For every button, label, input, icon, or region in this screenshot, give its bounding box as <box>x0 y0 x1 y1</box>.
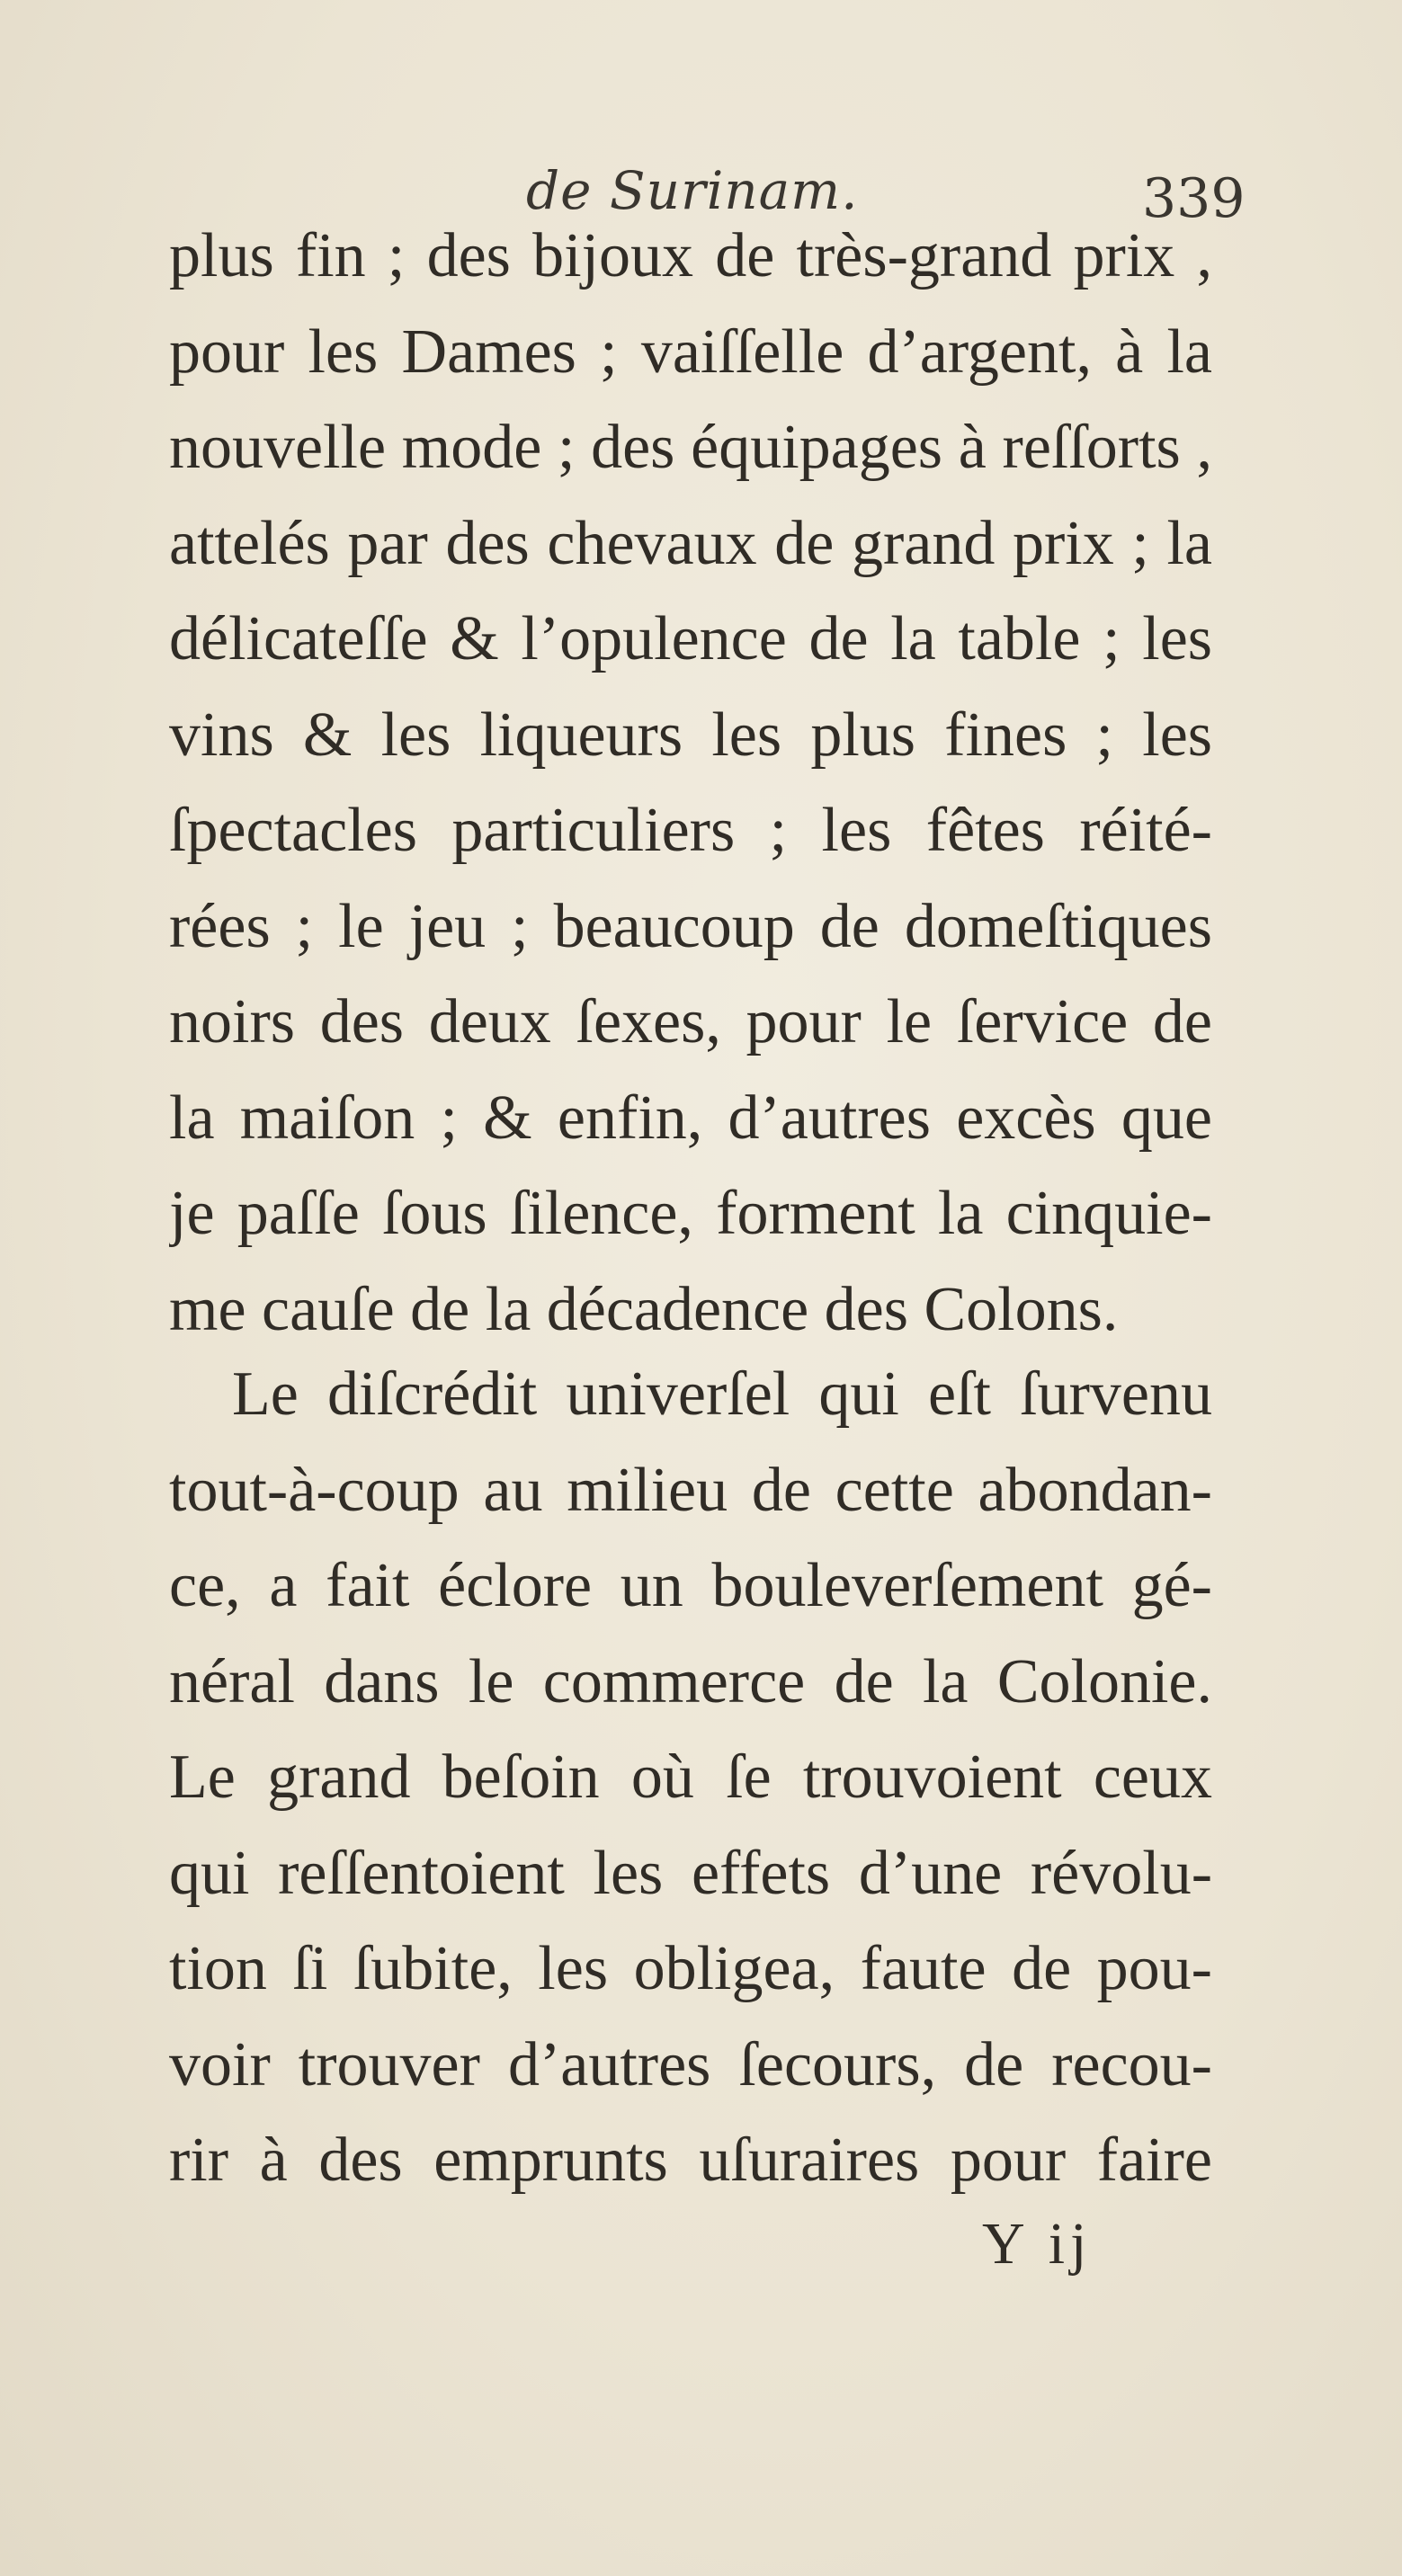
text-line: attelés par des chevaux de grand prix ; la <box>169 508 1212 578</box>
text-line: délicateſſe & l’opulence de la table ; les <box>169 604 1212 673</box>
text-line: vins & les liqueurs les plus fines ; les <box>169 700 1212 770</box>
running-head: de Surinam. <box>526 160 859 221</box>
text-line: ſpectacles particuliers ; les fêtes réité- <box>169 796 1212 865</box>
text-line: voir trouver d’autres ſecours, de recou- <box>169 2029 1212 2099</box>
text-line: nouvelle mode ; des équipages à reſſorts , <box>169 413 1212 482</box>
signature-mark: Y ij <box>982 2211 1093 2277</box>
text-line: tout-à-coup au milieu de cette abondan- <box>169 1455 1212 1525</box>
text-line: qui reſſentoient les effets d’une révolu- <box>169 1838 1212 1908</box>
text-line: tion ſi ſubite, les obligea, faute de pou- <box>169 1934 1212 2003</box>
text-line: rir à des emprunts uſuraires pour faire <box>169 2126 1212 2195</box>
paragraph-2 <box>169 1347 1212 2209</box>
page-number: 339 <box>1142 167 1246 230</box>
text-line: je paſſe ſous ſilence, forment la cinquie- <box>169 1179 1212 1248</box>
text-line: plus fin ; des bijoux de très-grand prix , <box>169 221 1212 290</box>
text-line: la maiſon ; & enfin, d’autres excès que <box>169 1083 1212 1153</box>
text-line: néral dans le commerce de la Colonie. <box>169 1646 1212 1716</box>
text-line: Le diſcrédit univerſel qui eſt ſurvenu <box>232 1359 1212 1429</box>
text-line: ce, a fait éclore un bouleverſement gé- <box>169 1551 1212 1620</box>
paragraph-1 <box>169 209 1212 1358</box>
text-line: me cauſe de la décadence des Colons. <box>169 1274 1119 1344</box>
text-line: Le grand beſoin où ſe trouvoient ceux <box>169 1743 1212 1812</box>
text-line: noirs des deux ſexes, pour le ſervice de <box>169 987 1212 1056</box>
text-line: rées ; le jeu ; beaucoup de domeſtiques <box>169 891 1212 961</box>
text-line: pour les Dames ; vaiſſelle d’argent, à la <box>169 316 1212 387</box>
